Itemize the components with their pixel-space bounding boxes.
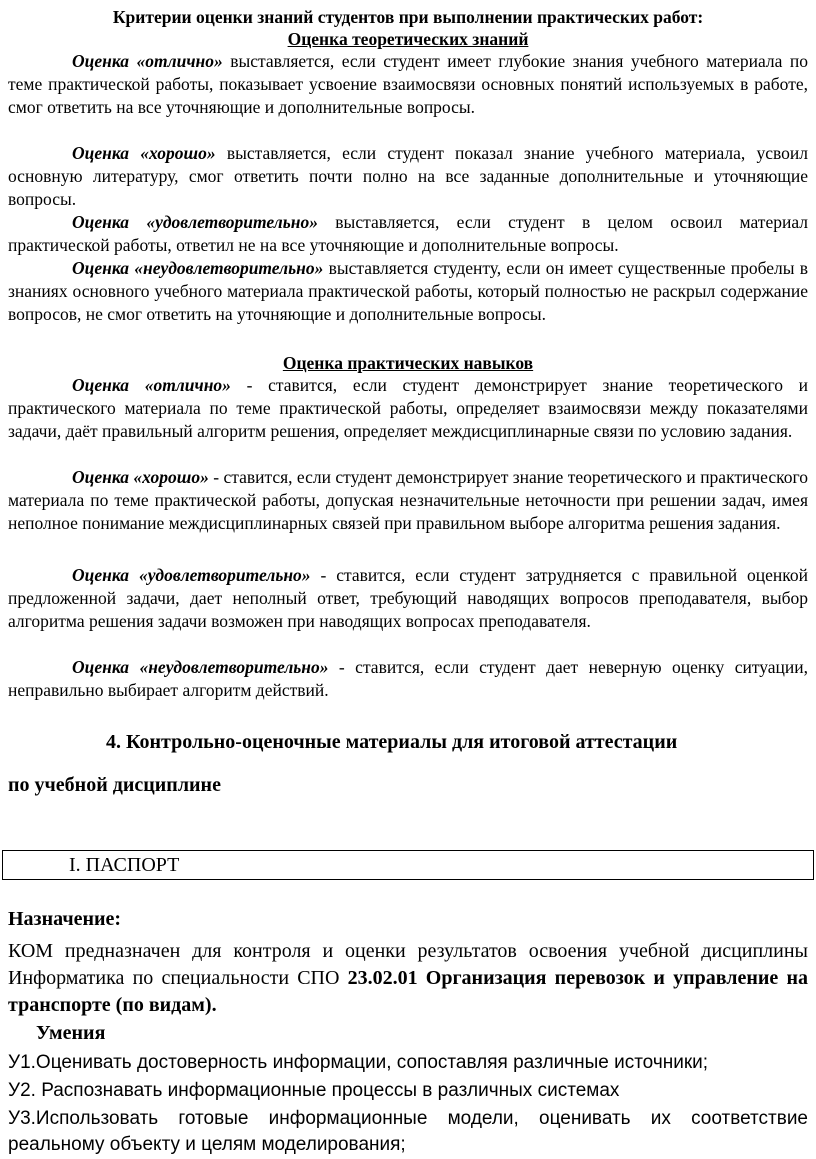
theory-heading: Оценка теоретических знаний — [287, 29, 529, 49]
specialty-name: 23.02.01 Организация перевозок и управление на транспорте (по видам). — [8, 967, 808, 1016]
paragraph-text: выставляется, если студент показал знание учебного материала, усвоил основную литературу, смог ответить почти полно на все заданные дополнительные и уточняющие вопросы. — [8, 143, 808, 209]
paragraph-text: - ставится, если студент демонстрирует знание теоретического и практического материала по теме практической работы, определяет взаимосвязи между показателями задачи, даёт правильный алгоритм решения, определяет междисциплинарные связи по условию задания. — [8, 375, 809, 441]
paragraph-text: - ставится, если студент дает неверную оценку ситуации, неправильно выбирает алгоритм действий. — [8, 657, 808, 700]
theory-excellent-paragraph — [8, 50, 808, 119]
grade-label: Оценка «отлично» — [72, 375, 231, 395]
grade-label: Оценка «удовлетворительно» — [72, 565, 311, 585]
practice-unsatisfactory-paragraph — [8, 656, 808, 702]
theory-good-paragraph — [8, 142, 808, 211]
passport-label: I. ПАСПОРТ — [69, 854, 180, 876]
theory-satisfactory-paragraph — [8, 211, 808, 257]
theory-unsatisfactory-paragraph — [8, 257, 808, 326]
grade-label: Оценка «неудовлетворительно» — [72, 657, 329, 677]
section4-heading-line1: 4. Контрольно-оценочные материалы для итоговой аттестации — [106, 731, 678, 753]
practice-satisfactory-paragraph — [8, 564, 808, 633]
practice-heading: Оценка практических навыков — [282, 353, 534, 373]
skill-item: У1.Оценивать достоверность информации, сопоставляя различные источники; — [8, 1052, 709, 1073]
skill-item: У3.Использовать готовые информационные модели, оценивать их соответствие реальному объекту и целям моделирования; — [8, 1108, 808, 1155]
purpose-heading: Назначение: — [8, 908, 122, 930]
paragraph-text: выставляется студенту, если он имеет существенные пробелы в знаниях основного учебного материала практической работы, который полностью не раскрыл содержание вопросов, не смог ответить на уточняющие и дополнительные вопросы. — [8, 258, 809, 324]
passport-box — [2, 850, 814, 880]
paragraph-text: - ставится, если студент затрудняется с правильной оценкой предложенной задачи, дает неполный ответ, требующий наводящих вопросов преподавателя, выбор алгоритма решения задачи возможен при наводящих вопросах преподавателя. — [8, 565, 808, 631]
practice-excellent-paragraph — [8, 374, 808, 443]
grade-label: Оценка «неудовлетворительно» — [72, 258, 324, 278]
grade-label: Оценка «хорошо» — [72, 467, 209, 487]
paragraph-text: выставляется, если студент в целом освоил материал практической работы, ответил не на все уточняющие и дополнительные вопросы. — [8, 212, 808, 255]
grade-label: Оценка «хорошо» — [72, 143, 216, 163]
grade-label: Оценка «отлично» — [72, 51, 223, 71]
grade-label: Оценка «удовлетворительно» — [72, 212, 318, 232]
purpose-paragraph — [8, 938, 808, 1019]
criteria-title: Критерии оценки знаний студентов при выполнении практических работ: — [112, 7, 704, 27]
skill-item: У2. Распознавать информационные процессы в различных системах — [8, 1080, 620, 1101]
paragraph-text: - ставится, если студент демонстрирует знание теоретического и практического материала по теме практической работы, допуская незначительные неточности при решении задач, имея неполное понимание междисциплинарных связей при правильном выборе алгоритма решения задания. — [8, 467, 808, 533]
purpose-text: КОМ предназначен для контроля и оценки результатов освоения учебной дисциплины Информатика по специальности СПО — [8, 940, 808, 989]
practice-good-paragraph — [8, 466, 808, 535]
section4-heading-line2: по учебной дисциплине — [8, 774, 221, 796]
paragraph-text: выставляется, если студент имеет глубокие знания учебного материала по теме практической работы, показывает усвоение взаимосвязи основных понятий используемых в работе, смог ответить на все уточняющие и дополнительные вопросы. — [8, 51, 808, 117]
skills-heading: Умения — [36, 1022, 106, 1044]
